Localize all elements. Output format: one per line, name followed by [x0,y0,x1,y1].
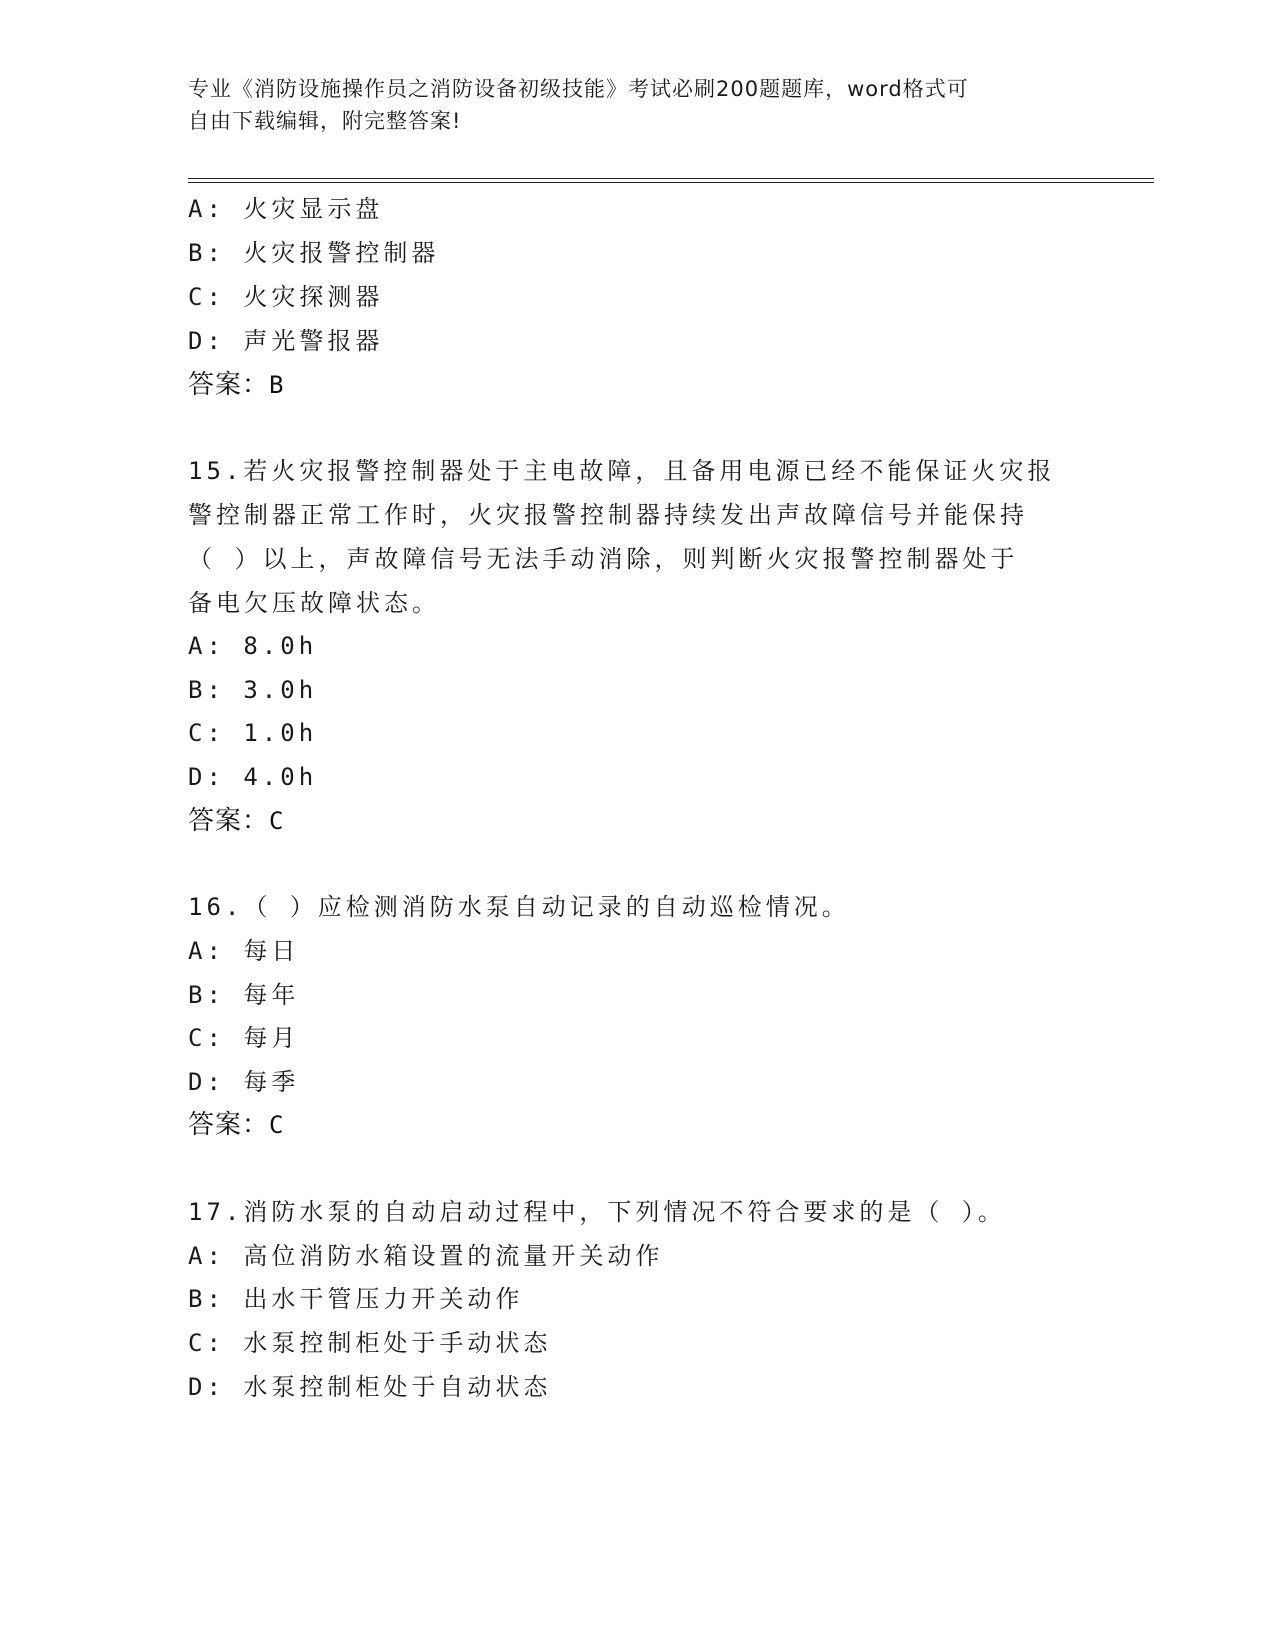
q17-option-d: D: 水泵控制柜处于自动状态 [188,1373,552,1401]
q15-option-a: A: 8.0h [188,632,318,660]
q16-answer [188,1109,284,1141]
q15-stem-line-3: （ ）以上，声故障信号无法手动消除，则判断火灾报警控制器处于 [188,545,1019,573]
header-line-2: 自由下载编辑，附完整答案! [188,109,462,133]
q14-option-d: D: 声光警报器 [188,327,384,355]
q17-option-b: B: 出水干管压力开关动作 [188,1285,524,1313]
header-divider [188,178,1154,183]
q16-answer-label: 答案： [188,1110,270,1140]
q17-option-c: C: 水泵控制柜处于手动状态 [188,1329,552,1357]
q15-answer [188,805,284,837]
q15-option-d: D: 4.0h [188,763,318,791]
q15-answer-label: 答案： [188,806,270,836]
q16-option-d: D: 每季 [188,1068,300,1096]
q17-stem-line-1: 17.消防水泵的自动启动过程中，下列情况不符合要求的是（ ）。 [188,1198,1006,1226]
q14-option-c: C: 火灾探测器 [188,283,384,311]
q16-answer-value: C [269,1111,285,1139]
header-line-1: 专业《消防设施操作员之消防设备初级技能》考试必刷200题题库，word格式可 [188,77,969,101]
q15-option-c: C: 1.0h [188,719,318,747]
q14-answer-label: 答案： [188,370,270,400]
q15-option-b: B: 3.0h [188,676,318,704]
q14-option-a: A: 火灾显示盘 [188,195,384,223]
q16-option-b: B: 每年 [188,981,300,1009]
q15-stem-line-4: 备电欠压故障状态。 [188,589,440,617]
q15-stem-line-2: 警控制器正常工作时，火灾报警控制器持续发出声故障信号并能保持 [188,501,1028,529]
q17-option-a: A: 高位消防水箱设置的流量开关动作 [188,1242,664,1270]
q16-stem-line-1: 16.（ ）应检测消防水泵自动记录的自动巡检情况。 [188,893,850,921]
q14-answer-value: B [269,371,285,399]
q14-answer [188,369,284,401]
q15-stem-line-1: 15.若火灾报警控制器处于主电故障，且备用电源已经不能保证火灾报 [188,457,1056,485]
q16-option-a: A: 每日 [188,937,300,965]
q16-option-c: C: 每月 [188,1024,300,1052]
document-header [188,73,1068,137]
q14-option-b: B: 火灾报警控制器 [188,239,440,267]
q15-answer-value: C [269,807,285,835]
